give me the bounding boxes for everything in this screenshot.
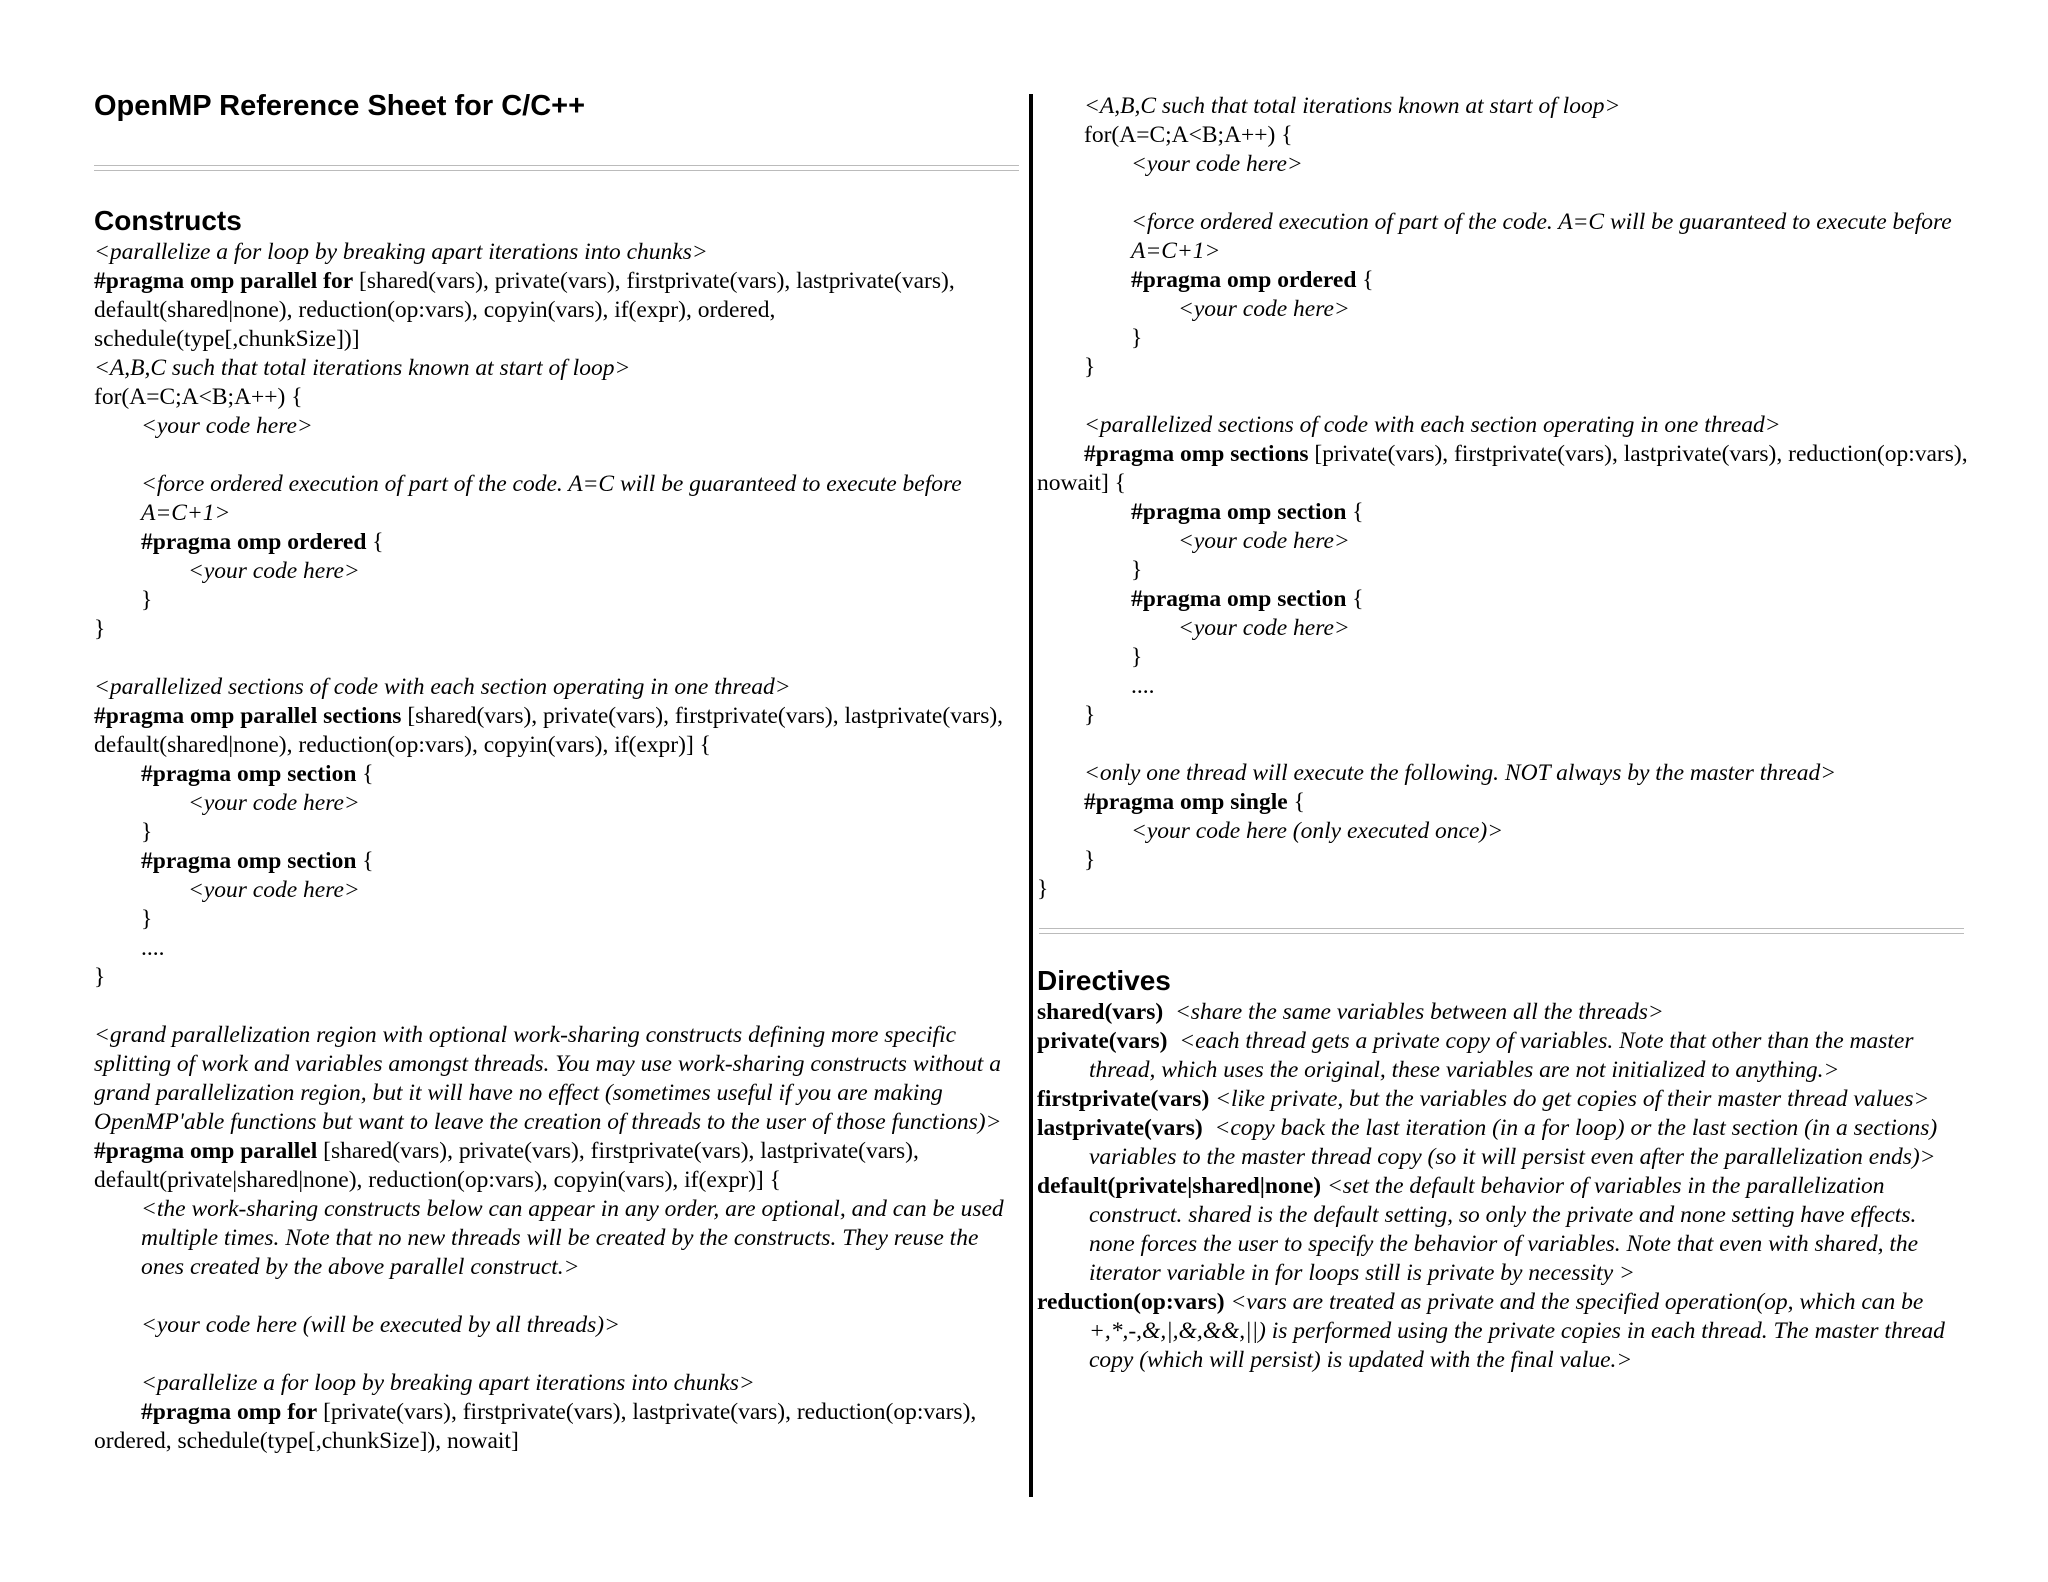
sections-pragma-line — [1037, 440, 1977, 498]
close-brace: } — [94, 616, 106, 642]
close-brace: } — [1084, 354, 1096, 380]
code-placeholder: <your code here> — [188, 790, 360, 816]
directive-item — [1037, 1114, 1957, 1172]
directive-term: shared(vars) — [1037, 999, 1164, 1025]
close-brace: } — [1131, 557, 1143, 583]
page-title: OpenMP Reference Sheet for C/C++ — [94, 90, 586, 122]
single-comment: <only one thread will execute the following. NOT always by the master thread> — [1084, 760, 1837, 786]
directive-item — [1037, 1085, 1957, 1114]
parallel-sections-comment: <parallelized sections of code with each section operating in one thread> — [94, 674, 791, 700]
open-brace: { — [1346, 586, 1364, 612]
code-placeholder: <your code here> — [188, 877, 360, 903]
parallel-pragma-line — [94, 1137, 1024, 1195]
directive-desc: <set the default behavior of variables in the parallelization construct. shared is the default setting, so only the private and none setting have effects. none forces the user to specify the behavior of variables. Note that even with shared, the iterator variable in for loops still is private by necessity > — [1089, 1173, 1919, 1286]
close-brace: } — [141, 587, 153, 613]
code-placeholder: <your code here> — [1178, 528, 1350, 554]
code-placeholder: <your code here> — [1178, 615, 1350, 641]
ordered-comment: <force ordered execution of part of the code. A=C will be guaranteed to execute before A=C+1> — [1131, 209, 1958, 264]
open-brace: { — [356, 761, 374, 787]
ordered-pragma-line — [1037, 266, 1977, 295]
section-pragma: #pragma omp section — [141, 848, 357, 874]
single-pragma-line — [1037, 788, 1977, 817]
parallel-clauses: [shared(vars), private(vars), firstprivate(vars), lastprivate(vars), default(private|shared|none), reduction(op:vars), copyin(vars), if(expr)] { — [94, 1138, 925, 1193]
directive-item — [1037, 1027, 1957, 1085]
close-brace: } — [1084, 702, 1096, 728]
close-brace: } — [1131, 325, 1143, 351]
single-pragma: #pragma omp single — [1084, 789, 1288, 815]
for-loop-line: for(A=C;A<B;A++) { — [94, 384, 303, 410]
right-column — [1037, 92, 1977, 904]
open-brace: { — [1346, 499, 1364, 525]
ellipsis: .... — [1131, 673, 1155, 699]
directive-item — [1037, 998, 1957, 1027]
close-brace: } — [1037, 876, 1049, 902]
directive-term: lastprivate(vars) — [1037, 1115, 1203, 1141]
title-rule — [94, 165, 1019, 171]
section-pragma-line — [1037, 585, 1977, 614]
for-comment: <parallelize a for loop by breaking apart iterations into chunks> — [141, 1370, 755, 1396]
sections-pragma: #pragma omp sections — [1084, 441, 1309, 467]
column-divider — [1029, 94, 1033, 1497]
directive-term: firstprivate(vars) — [1037, 1086, 1210, 1112]
open-brace: { — [1356, 267, 1374, 293]
parallel-for-clauses: [shared(vars), private(vars), firstprivate(vars), lastprivate(vars), default(shared|none), reduction(op:vars), copyin(vars), if(expr), ordered, schedule(type[,chunkSize])] — [94, 268, 961, 352]
parallel-sections-clauses: [shared(vars), private(vars), firstprivate(vars), lastprivate(vars), default(shared|none), reduction(op:vars), copyin(vars), if(expr)] { — [94, 703, 1009, 758]
close-brace: } — [141, 906, 153, 932]
open-brace: { — [1287, 789, 1305, 815]
code-placeholder: <your code here> — [141, 413, 313, 439]
directive-term: default(private|shared|none) — [1037, 1173, 1322, 1199]
open-brace: { — [366, 529, 384, 555]
for-pragma: #pragma omp for — [141, 1399, 318, 1425]
directive-term: reduction(op:vars) — [1037, 1289, 1225, 1315]
parallel-for-pragma-line — [94, 267, 1024, 354]
section-pragma: #pragma omp section — [1131, 586, 1347, 612]
constructs-heading: Constructs — [94, 205, 242, 236]
close-brace: } — [94, 964, 106, 990]
ordered-pragma-line — [94, 528, 1024, 557]
directives-section — [1037, 964, 1957, 1375]
directives-rule — [1039, 928, 1964, 934]
parallel-sections-pragma: #pragma omp parallel sections — [94, 703, 402, 729]
work-sharing-comment: <the work-sharing constructs below can appear in any order, are optional, and can be used multiple times. Note that no new threads will be created by the constructs. They reuse the ones created by the above parallel construct.> — [141, 1196, 1010, 1280]
directive-desc: <copy back the last iteration (in a for loop) or the last section (in a sections) variables to the master thread copy (so it will persist even after the parallelization ends)> — [1089, 1115, 1938, 1170]
directive-term: private(vars) — [1037, 1028, 1168, 1054]
ordered-comment: <force ordered execution of part of the code. A=C will be guaranteed to execute before A=C+1> — [141, 471, 968, 526]
directive-desc: <vars are treated as private and the specified operation(op, which can be +,*,-,&,|,&,&&,||) is performed using the private copies in each thread. The master thread copy (which will persist) is updated with the final value.> — [1089, 1289, 1945, 1373]
abc-comment: <A,B,C such that total iterations known at start of loop> — [1084, 93, 1621, 119]
directive-desc: <each thread gets a private copy of variables. Note that other than the master thread, which uses the original, these variables are not initialized to anything.> — [1089, 1028, 1914, 1083]
parallel-for-pragma: #pragma omp parallel for — [94, 268, 354, 294]
left-column — [94, 204, 1024, 1456]
code-placeholder: <your code here> — [1178, 296, 1350, 322]
directive-item — [1037, 1288, 1957, 1375]
code-placeholder: <your code here> — [1131, 151, 1303, 177]
section-pragma: #pragma omp section — [1131, 499, 1347, 525]
parallel-for-comment: <parallelize a for loop by breaking apart iterations into chunks> — [94, 239, 708, 265]
for-pragma-line — [94, 1398, 1024, 1456]
abc-comment: <A,B,C such that total iterations known at start of loop> — [94, 355, 631, 381]
open-brace: { — [356, 848, 374, 874]
once-placeholder: <your code here (only executed once)> — [1131, 818, 1504, 844]
parallel-pragma: #pragma omp parallel — [94, 1138, 318, 1164]
close-brace: } — [1084, 847, 1096, 873]
close-brace: } — [141, 819, 153, 845]
ellipsis: .... — [141, 935, 165, 961]
section-pragma: #pragma omp section — [141, 761, 357, 787]
grand-parallel-comment: <grand parallelization region with optional work-sharing constructs defining more specific splitting of work and variables amongst threads. You may use work-sharing constructs without a grand parallelization region, but it will have no effect (sometimes useful if you are making OpenMP'able functions but want to leave the creation of threads to the user of those functions)> — [94, 1022, 1007, 1135]
directive-desc: <like private, but the variables do get copies of their master thread values> — [1215, 1086, 1930, 1112]
section-pragma-line — [94, 760, 1024, 789]
all-threads-placeholder: <your code here (will be executed by all threads)> — [141, 1312, 620, 1338]
ordered-pragma: #pragma omp ordered — [141, 529, 367, 555]
sections-clauses: [private(vars), firstprivate(vars), lastprivate(vars), reduction(op:vars), nowait] { — [1037, 441, 1974, 496]
directives-heading: Directives — [1037, 965, 1171, 996]
section-pragma-line — [1037, 498, 1977, 527]
directive-item — [1037, 1172, 1957, 1288]
code-placeholder: <your code here> — [188, 558, 360, 584]
for-clauses: [private(vars), firstprivate(vars), lastprivate(vars), reduction(op:vars), ordered, schedule(type[,chunkSize]), nowait] — [94, 1399, 983, 1454]
sections-comment: <parallelized sections of code with each section operating in one thread> — [1084, 412, 1781, 438]
close-brace: } — [1131, 644, 1143, 670]
directive-desc: <share the same variables between all the threads> — [1174, 999, 1664, 1025]
ordered-pragma: #pragma omp ordered — [1131, 267, 1357, 293]
for-loop-line: for(A=C;A<B;A++) { — [1084, 122, 1293, 148]
section-pragma-line — [94, 847, 1024, 876]
parallel-sections-pragma-line — [94, 702, 1024, 760]
